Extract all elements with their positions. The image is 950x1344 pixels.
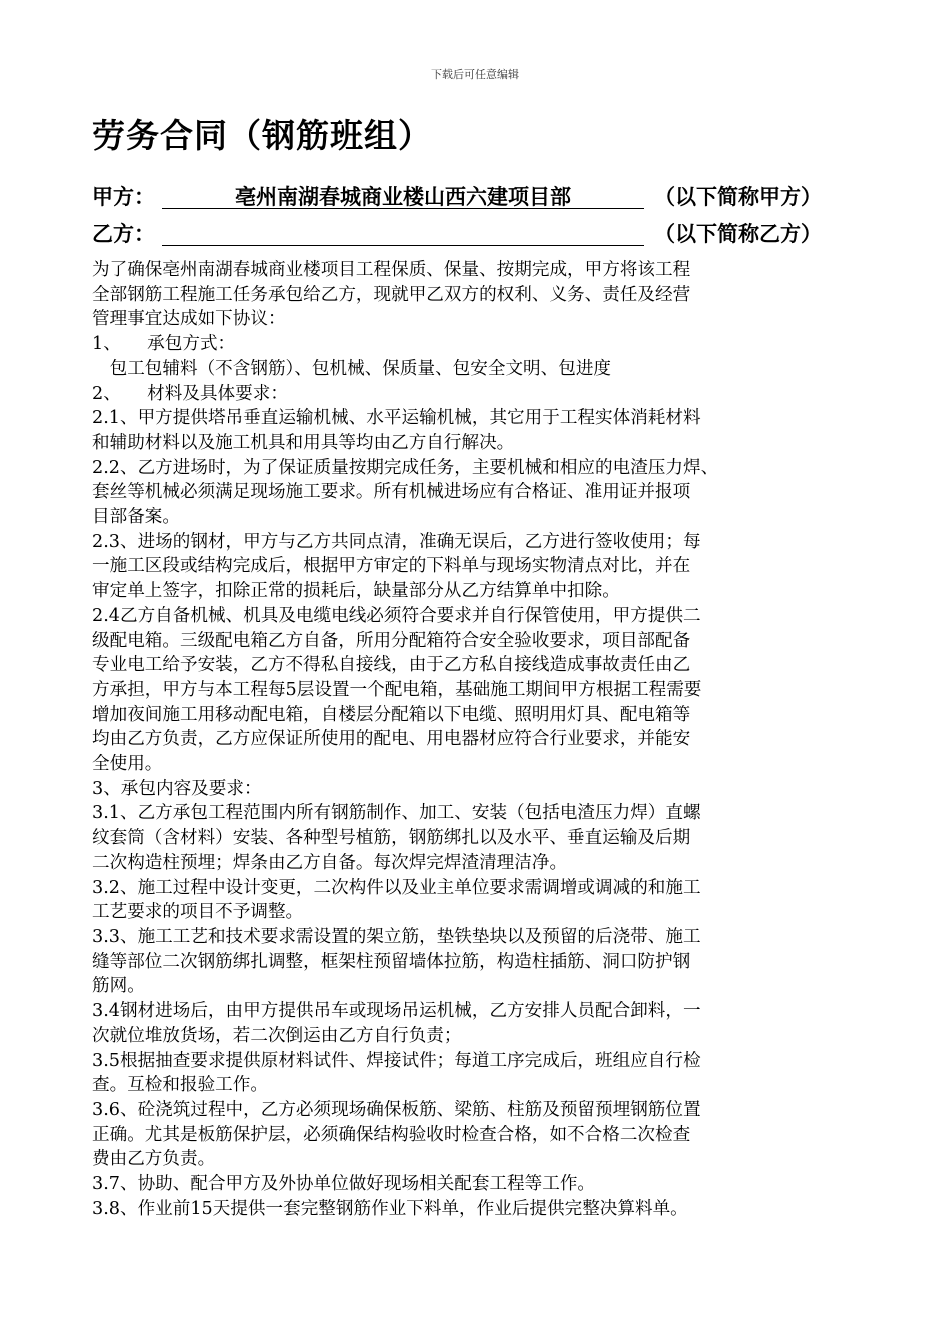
party-b-label: 乙方： <box>92 222 155 246</box>
body-line: 审定单上签字，扣除正常的损耗后，缺量部分从乙方结算单中扣除。 <box>92 581 620 602</box>
body-line: 3.8、作业前15天提供一套完整钢筋作业下料单，作业后提供完整决算料单。 <box>92 1198 688 1219</box>
header-note: 下载后可任意编辑 <box>431 68 519 81</box>
body-line: 工艺要求的项目不予调整。 <box>92 902 304 923</box>
body-line: 3.1、乙方承包工程范围内所有钢筋制作、加工、安装（包括电渣压力焊）直螺 <box>92 803 701 824</box>
body-line: 方承担，甲方与本工程每5层设置一个配电箱，基础施工期间甲方根据工程需要 <box>92 679 702 700</box>
body-line: 均由乙方负责，乙方应保证所使用的配电、用电器材应符合行业要求，并能安 <box>92 729 691 750</box>
body-line: 2.4乙方自备机械、机具及电缆电线必须符合要求并自行保管使用，甲方提供二 <box>92 605 701 626</box>
body-line: 级配电箱。三级配电箱乙方自备，所用分配箱符合安全验收要求，项目部配备 <box>92 630 691 651</box>
body-line: 专业电工给予安装，乙方不得私自接线，由于乙方私自接线造成事故责任由乙 <box>92 655 691 676</box>
contract-body <box>92 258 882 1221</box>
body-line: 次就位堆放货场，若二次倒运由乙方自行负责； <box>92 1025 462 1046</box>
body-line: 查。互检和报验工作。 <box>92 1075 268 1096</box>
body-line: 3.5根据抽查要求提供原材料试件、焊接试件；每道工序完成后，班组应自行检 <box>92 1050 701 1071</box>
body-line: 全部钢筋工程施工任务承包给乙方，现就甲乙双方的权利、义务、责任及经营 <box>92 284 691 305</box>
body-line: 包工包辅料（不含钢筋）、包机械、保质量、包安全文明、包进度 <box>92 358 612 379</box>
document-title: 劳务合同（钢筋班组） <box>92 116 432 155</box>
body-line: 3.6、砼浇筑过程中，乙方必须现场确保板筋、梁筋、柱筋及预留预埋钢筋位置 <box>92 1099 701 1120</box>
body-line: 2、 材料及具体要求： <box>92 383 288 404</box>
body-line: 3.7、协助、配合甲方及外协单位做好现场相关配套工程等工作。 <box>92 1174 596 1195</box>
body-line: 2.1、甲方提供塔吊垂直运输机械、水平运输机械，其它用于工程实体消耗材料 <box>92 408 701 429</box>
body-line: 3.3、施工工艺和技术要求需设置的架立筋，垫铁垫块以及预留的后浇带、施工 <box>92 926 701 947</box>
body-line: 1、 承包方式： <box>92 334 236 355</box>
body-line: 3.4钢材进场后，由甲方提供吊车或现场吊运机械，乙方安排人员配合卸料，一 <box>92 1001 701 1022</box>
body-line: 增加夜间施工用移动配电箱，自楼层分配箱以下电缆、照明用灯具、配电箱等 <box>92 704 691 725</box>
party-a-line <box>92 181 872 215</box>
body-line: 3.2、施工过程中设计变更，二次构件以及业主单位要求需调增或调减的和施工 <box>92 877 701 898</box>
body-line: 一施工区段或结构完成后，根据甲方审定的下料单与现场实物清点对比，并在 <box>92 556 691 577</box>
body-line: 缝等部位二次钢筋绑扎调整，框架柱预留墙体拉筋，构造柱插筋、洞口防护钢 <box>92 951 691 972</box>
body-line: 3、承包内容及要求： <box>92 778 262 799</box>
body-line: 套丝等机械必须满足现场施工要求。所有机械进场应有合格证、准用证并报项 <box>92 482 691 503</box>
body-line: 为了确保亳州南湖春城商业楼项目工程保质、保量、按期完成，甲方将该工程 <box>92 260 691 280</box>
body-line: 费由乙方负责。 <box>92 1149 216 1170</box>
party-b-line <box>92 218 872 252</box>
body-line: 正确。尤其是板筋保护层，必须确保结构验收时检查合格，如不合格二次检查 <box>92 1124 691 1145</box>
body-line: 筋网。 <box>92 976 145 997</box>
body-line: 纹套筒（含材料）安装、各种型号植筋，钢筋绑扎以及水平、垂直运输及后期 <box>92 828 691 849</box>
party-b-suffix: （以下简称乙方） <box>654 222 822 246</box>
party-a-name-field: 亳州南湖春城商业楼山西六建项目部 <box>162 181 644 209</box>
body-line: 全使用。 <box>92 754 163 775</box>
body-line: 目部备案。 <box>92 507 180 528</box>
party-b-name-field <box>162 218 644 246</box>
body-line: 2.2、乙方进场时，为了保证质量按期完成任务，主要机械和相应的电渣压力焊、 <box>92 457 719 478</box>
body-line: 管理事宜达成如下协议： <box>92 309 286 330</box>
party-a-label: 甲方： <box>92 185 155 209</box>
body-line: 二次构造柱预埋；焊条由乙方自备。每次焊完焊渣清理洁净。 <box>92 852 568 873</box>
body-line: 和辅助材料以及施工机具和用具等均由乙方自行解决。 <box>92 432 515 453</box>
body-line: 2.3、进场的钢材，甲方与乙方共同点清，准确无误后，乙方进行签收使用；每 <box>92 531 701 552</box>
party-a-suffix: （以下简称甲方） <box>654 185 822 209</box>
